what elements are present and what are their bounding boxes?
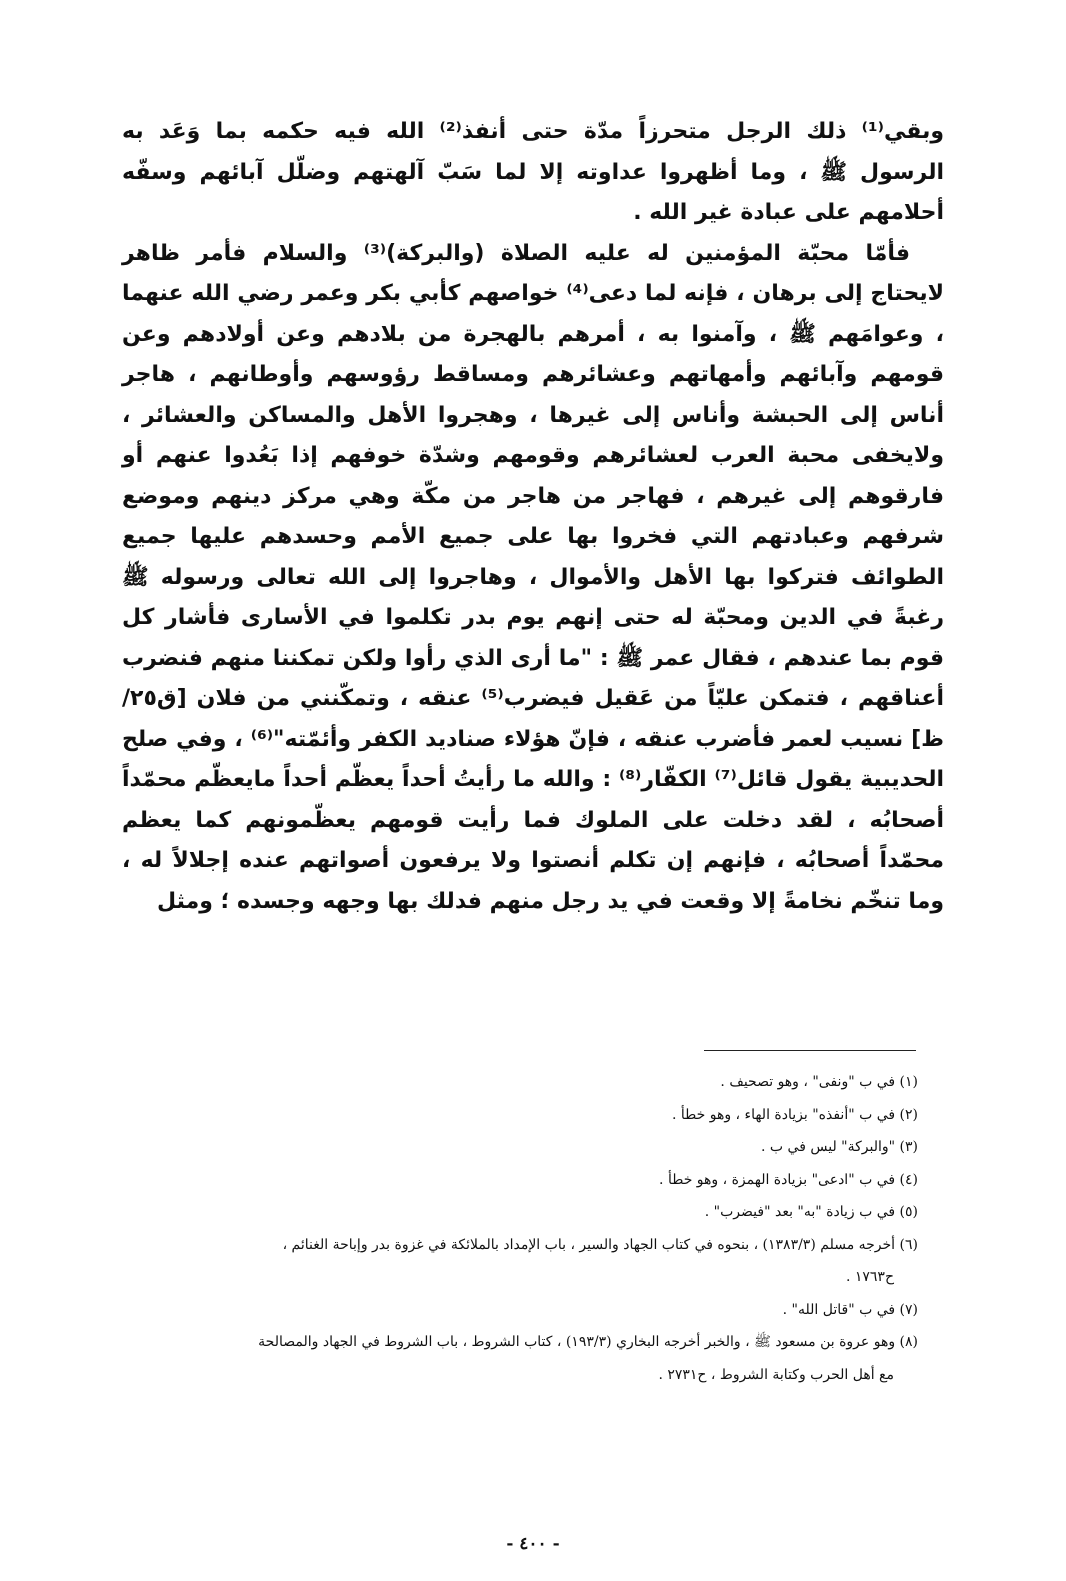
footnote-8-continuation-text: مع أهل الحرب وكتابة الشروط ، ح٢٧٣١ .: [658, 1366, 894, 1383]
footnote-8: (٨) وهو عروة بن مسعود ﷺ ، والخبر أخرجه البخاري (١٩٣/٣) ، كتاب الشروط ، باب الشروط في الجهاد والمصالحة: [258, 1334, 918, 1350]
footnote-6-continuation-text: ح١٧٦٣ .: [845, 1269, 894, 1285]
footnote-2: (٢) في ب "أنفذه" بزيادة الهاء ، وهو خطأ .: [671, 1106, 918, 1123]
footnote-4: (٤) في ب "ادعى" بزيادة الهمزة ، وهو خطأ .: [659, 1171, 918, 1188]
paragraph-2: فأمّا محبّة المؤمنين له عليه الصلاة (والبركة)⁽³⁾ والسلام فأمر ظاهر لايحتاج إلى برهان ، فإنه لما دعى⁽⁴⁾ خواصهم كأبي بكر وعمر رضي الله عنهما ، وعوامَهم ﷺ ، وآمنوا به ، أمرهم بالهجرة من بلادهم وعن أولادهم وعن قومهم وآبائهم وأمهاتهم وعشائرهم ومساقط رؤوسهم وأوطانهم ، هاجر أناس إلى الحبشة وأناس إلى غيرها ، وهجروا الأهل والمساكن والعشائر ، ولايخفى محبة العرب لعشائرهم وقومهم وشدّة خوفهم إذا بَعُدوا عنهم أو فارقوهم إلى غيرهم ، فهاجر من هاجر من مكّة وهي مركز دينهم وموضع شرفهم وعبادتهم التي فخروا بها على جميع الأمم وحسدهم عليها جميع الطوائف فتركوا بها الأهل والأموال ، وهاجروا إلى الله تعالى ورسوله ﷺ رغبةً في الدين ومحبّة له حتى إنهم يوم بدر تكلموا في الأسارى فأشار كل قوم بما عندهم ، فقال عمر ﷺ : "ما أرى الذي رأوا ولكن تمكننا منهم فنضرب أعناقهم ، فتمكن عليّاً من عَقيل فيضرب⁽⁵⁾ عنقه ، وتمكّنني من فلان [ق٢٥/ظ] نسيب لعمر فأضرب عنقه ، فإنّ هؤلاء صناديد الكفر وأئمّته"⁽⁶⁾ ، وفي صلح الحديبية يقول قائل⁽⁷⁾ الكفّار⁽⁸⁾ : والله ما رأيتُ أحداً يعظّم أحداً مايعظّم محمّداً أصحابُه ، لقد دخلت على الملوك فما رأيت قومهم يعظّمونهم كما يعظم محمّداً أصحابُه ، فإنهم إن تكلم أنصتوا ولا يرفعون أصواتهم عنده إجلالاً له ، وما تنخّم نخامةً إلا وقعت في يد رجل منهم فدلك بها وجهه وجسده ؛ ومثل: [122, 240, 945, 914]
footnote-3: (٣) "والبركة" ليس في ب .: [761, 1139, 918, 1155]
footnote-6: (٦) أخرجه مسلم (١٣٨٣/٣) ، بنحوه في كتاب الجهاد والسير ، باب الإمداد بالملائكة في غزوة بدر وإباحة الغنائم ،: [282, 1236, 918, 1253]
footnote-8-continuation: [118, 1359, 918, 1392]
main-text: [122, 112, 944, 922]
footnote-5: (٥) في ب زيادة "به" بعد "فيضرب" .: [704, 1204, 918, 1220]
footnotes-list: [118, 1066, 918, 1391]
page-number: - ٤٠٠ -: [506, 1534, 560, 1554]
footnote-7: (٧) في ب "قاتل الله" .: [782, 1301, 918, 1318]
footnote-1: (١) في ب "ونفى" ، وهو تصحيف .: [720, 1074, 918, 1090]
paragraph-1: وبقي⁽¹⁾ ذلك الرجل متحرزاً مدّة حتى أنفذ⁽²⁾ الله فيه حكمه بما وَعَد به الرسول ﷺ ، وما أظهروا عداوته إلا لما سَبّ آلهتهم وضلّل آبائهم وسفّه أحلامهم على عبادة غير الله .: [122, 119, 945, 225]
footnote-6-continuation: [118, 1261, 918, 1294]
footnote-separator: [704, 1050, 916, 1051]
